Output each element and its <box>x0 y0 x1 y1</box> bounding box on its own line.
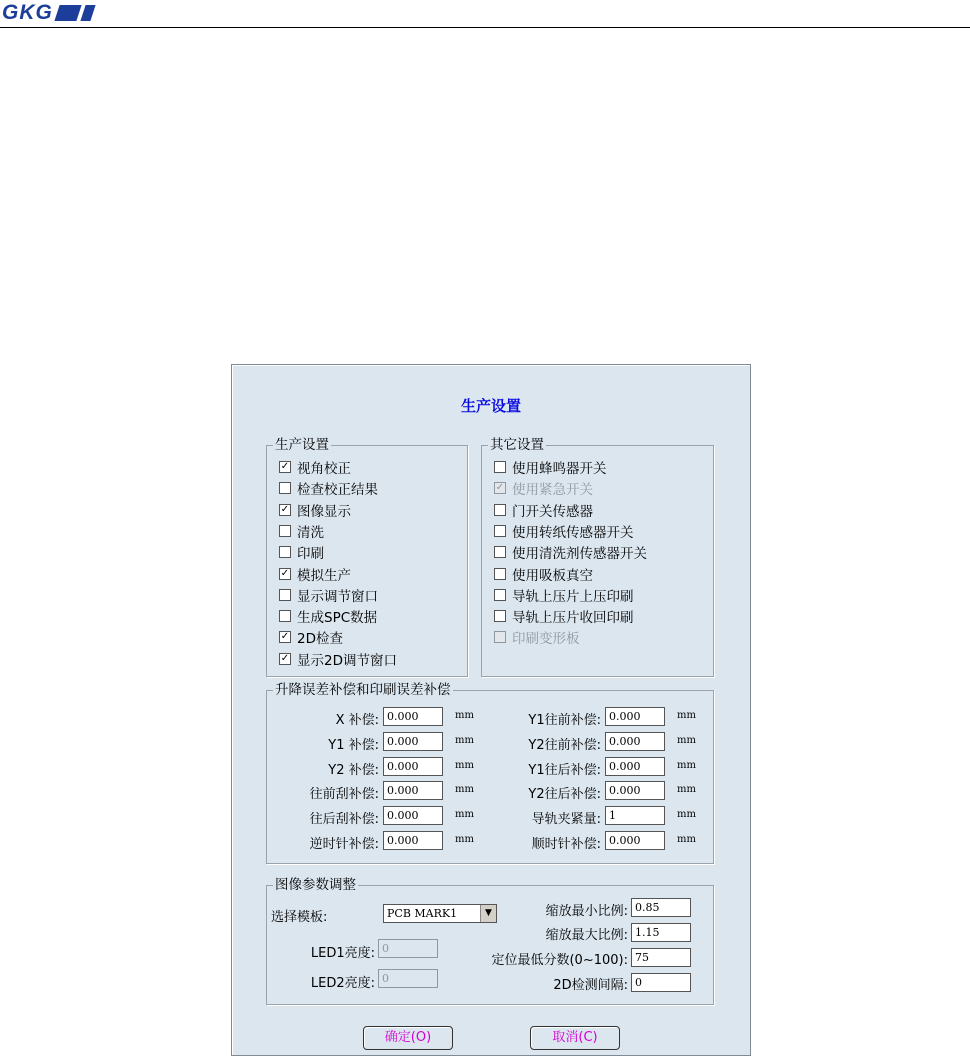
max-scale-label: 缩放最大比例: <box>545 928 628 943</box>
checkmark-icon: ✓ <box>495 482 505 494</box>
checkbox-box[interactable] <box>494 610 506 622</box>
unit-label: mm <box>677 759 696 771</box>
other-setting-checkbox-label: 使用吸板真空 <box>512 567 593 584</box>
production-setting-checkbox-label: 视角校正 <box>297 461 351 477</box>
left-comp-input[interactable]: 0.000 <box>383 806 443 825</box>
left-comp-input[interactable]: 0.000 <box>383 831 443 850</box>
left-comp-label: 逆时针补偿: <box>309 837 379 852</box>
production-setting-checkbox[interactable] <box>279 543 324 561</box>
left-comp-input[interactable]: 0.000 <box>383 781 443 800</box>
checkmark-icon[interactable]: ✓ <box>280 652 290 664</box>
other-setting-checkbox-label: 门开关传感器 <box>512 503 593 520</box>
other-setting-checkbox-label: 印刷变形板 <box>512 631 580 648</box>
other-setting-checkbox[interactable] <box>494 543 647 561</box>
left-comp-label: X 补偿: <box>335 713 379 728</box>
production-setting-checkbox[interactable] <box>279 522 324 540</box>
production-setting-checkbox-label: 显示2D调节窗口 <box>297 652 397 669</box>
template-select-value: PCB MARK1 <box>387 907 458 920</box>
other-setting-checkbox[interactable] <box>494 607 634 625</box>
unit-label: mm <box>455 734 474 746</box>
left-comp-label: 往后刮补偿: <box>309 812 379 828</box>
chevron-down-icon[interactable]: ▼ <box>480 905 496 922</box>
header-rule <box>0 27 970 28</box>
other-settings-group <box>481 437 714 677</box>
checkmark-icon[interactable]: ✓ <box>280 567 290 579</box>
interval-input[interactable]: 0 <box>631 973 691 992</box>
production-setting-checkbox-label: 印刷 <box>297 546 324 563</box>
min-score-input[interactable]: 75 <box>631 948 691 967</box>
min-scale-label: 缩放最小比例: <box>545 904 628 919</box>
checkbox-box[interactable] <box>279 589 291 601</box>
led1-label: LED1亮度: <box>310 946 375 961</box>
production-setting-checkbox[interactable] <box>279 650 397 668</box>
production-setting-checkbox[interactable] <box>279 628 343 646</box>
checkbox-box[interactable] <box>494 525 506 537</box>
other-setting-checkbox <box>494 628 580 646</box>
production-setting-checkbox[interactable] <box>279 501 351 519</box>
left-comp-label: Y1 补偿: <box>328 737 379 753</box>
left-comp-input[interactable]: 0.000 <box>383 732 443 751</box>
left-comp-input[interactable]: 0.000 <box>383 757 443 776</box>
right-comp-input[interactable]: 1 <box>605 806 665 825</box>
cancel-button[interactable]: 取消(C) <box>530 1026 620 1050</box>
checkbox-box[interactable] <box>279 546 291 558</box>
right-comp-input[interactable]: 0.000 <box>605 831 665 850</box>
gkg-logo <box>2 3 93 23</box>
checkmark-icon[interactable]: ✓ <box>280 631 290 643</box>
checkbox-box[interactable] <box>494 546 506 558</box>
production-settings-group <box>266 437 468 677</box>
unit-label: mm <box>677 834 696 845</box>
other-setting-checkbox[interactable] <box>494 565 593 583</box>
production-setting-checkbox-label: 显示调节窗口 <box>297 588 378 605</box>
logo-text: GKG <box>2 1 53 24</box>
unit-label: mm <box>455 809 474 821</box>
right-comp-label: Y2往后补偿: <box>528 787 601 803</box>
production-settings-legend: 生产设置 <box>275 437 329 453</box>
checkbox-box[interactable] <box>279 610 291 622</box>
left-comp-label: Y2 补偿: <box>328 762 379 778</box>
right-comp-label: 导轨夹紧量: <box>531 812 601 828</box>
dialog-title: 生产设置 <box>460 397 521 415</box>
unit-label: mm <box>455 834 474 845</box>
other-setting-checkbox[interactable] <box>494 586 634 604</box>
other-setting-checkbox-label: 使用清洗剂传感器开关 <box>512 546 647 563</box>
other-setting-checkbox-label: 导轨上压片上压印刷 <box>512 588 634 605</box>
production-setting-checkbox-label: 生成SPC数据 <box>297 610 378 627</box>
production-setting-checkbox[interactable] <box>279 607 377 625</box>
other-settings-legend: 其它设置 <box>490 437 544 453</box>
production-setting-checkbox[interactable] <box>279 458 351 476</box>
production-setting-checkbox-label: 检查校正结果 <box>297 482 378 499</box>
template-select[interactable] <box>383 904 497 923</box>
checkbox-box[interactable] <box>494 568 506 580</box>
checkbox-box[interactable] <box>279 482 291 494</box>
checkbox-box <box>494 631 506 643</box>
left-comp-input[interactable]: 0.000 <box>383 707 443 726</box>
led2-input: 0 <box>378 969 438 988</box>
unit-label: mm <box>677 734 696 746</box>
checkmark-icon[interactable]: ✓ <box>280 503 290 515</box>
unit-label: mm <box>455 710 474 721</box>
production-setting-checkbox-label: 清洗 <box>297 524 324 541</box>
right-comp-label: Y1往前补偿: <box>528 713 601 728</box>
other-setting-checkbox-label: 使用紧急开关 <box>512 482 593 499</box>
production-setting-checkbox[interactable] <box>279 565 351 583</box>
other-setting-checkbox-label: 使用转纸传感器开关 <box>512 524 634 541</box>
right-comp-input[interactable]: 0.000 <box>605 707 665 726</box>
other-setting-checkbox-label: 导轨上压片收回印刷 <box>512 610 634 627</box>
left-comp-label: 往前刮补偿: <box>309 787 379 803</box>
ok-button[interactable]: 确定(O) <box>363 1026 453 1050</box>
other-setting-checkbox-label: 使用蜂鸣器开关 <box>512 461 607 477</box>
interval-label: 2D检测间隔: <box>553 978 628 993</box>
production-setting-checkbox-label: 模拟生产 <box>297 567 351 584</box>
unit-label: mm <box>455 784 474 796</box>
logo-mark-icon <box>57 5 93 21</box>
production-settings-dialog <box>231 364 751 1056</box>
unit-label: mm <box>677 784 696 796</box>
right-comp-label: Y1往后补偿: <box>528 762 601 778</box>
right-comp-input[interactable]: 0.000 <box>605 781 665 800</box>
template-label: 选择模板: <box>271 910 328 925</box>
checkbox-box[interactable] <box>279 525 291 537</box>
right-comp-label: 顺时针补偿: <box>531 837 601 852</box>
production-setting-checkbox-label: 2D检查 <box>297 631 343 648</box>
led2-label: LED2亮度: <box>310 976 375 991</box>
min-score-label: 定位最低分数(0~100): <box>491 953 628 968</box>
unit-label: mm <box>677 809 696 821</box>
checkbox-box[interactable] <box>494 461 506 473</box>
right-comp-input[interactable]: 0.000 <box>605 732 665 751</box>
compensation-group <box>266 682 714 864</box>
checkbox-box[interactable] <box>494 589 506 601</box>
other-setting-checkbox[interactable] <box>494 501 593 519</box>
checkbox-box[interactable] <box>494 504 506 516</box>
unit-label: mm <box>455 759 474 771</box>
other-setting-checkbox[interactable] <box>494 458 607 476</box>
right-comp-label: Y2往前补偿: <box>528 737 601 753</box>
production-setting-checkbox[interactable] <box>279 586 378 604</box>
other-setting-checkbox <box>494 479 593 497</box>
other-setting-checkbox[interactable] <box>494 522 634 540</box>
right-comp-input[interactable]: 0.000 <box>605 757 665 776</box>
min-scale-input[interactable]: 0.85 <box>631 898 691 917</box>
production-setting-checkbox[interactable] <box>279 479 378 497</box>
led1-input: 0 <box>378 939 438 958</box>
unit-label: mm <box>677 710 696 721</box>
image-params-group <box>266 877 714 1005</box>
production-setting-checkbox-label: 图像显示 <box>297 503 351 520</box>
image-params-legend: 图像参数调整 <box>275 877 356 893</box>
checkmark-icon[interactable]: ✓ <box>280 461 290 472</box>
max-scale-input[interactable]: 1.15 <box>631 923 691 942</box>
compensation-legend: 升降误差补偿和印刷误差补偿 <box>275 682 451 698</box>
